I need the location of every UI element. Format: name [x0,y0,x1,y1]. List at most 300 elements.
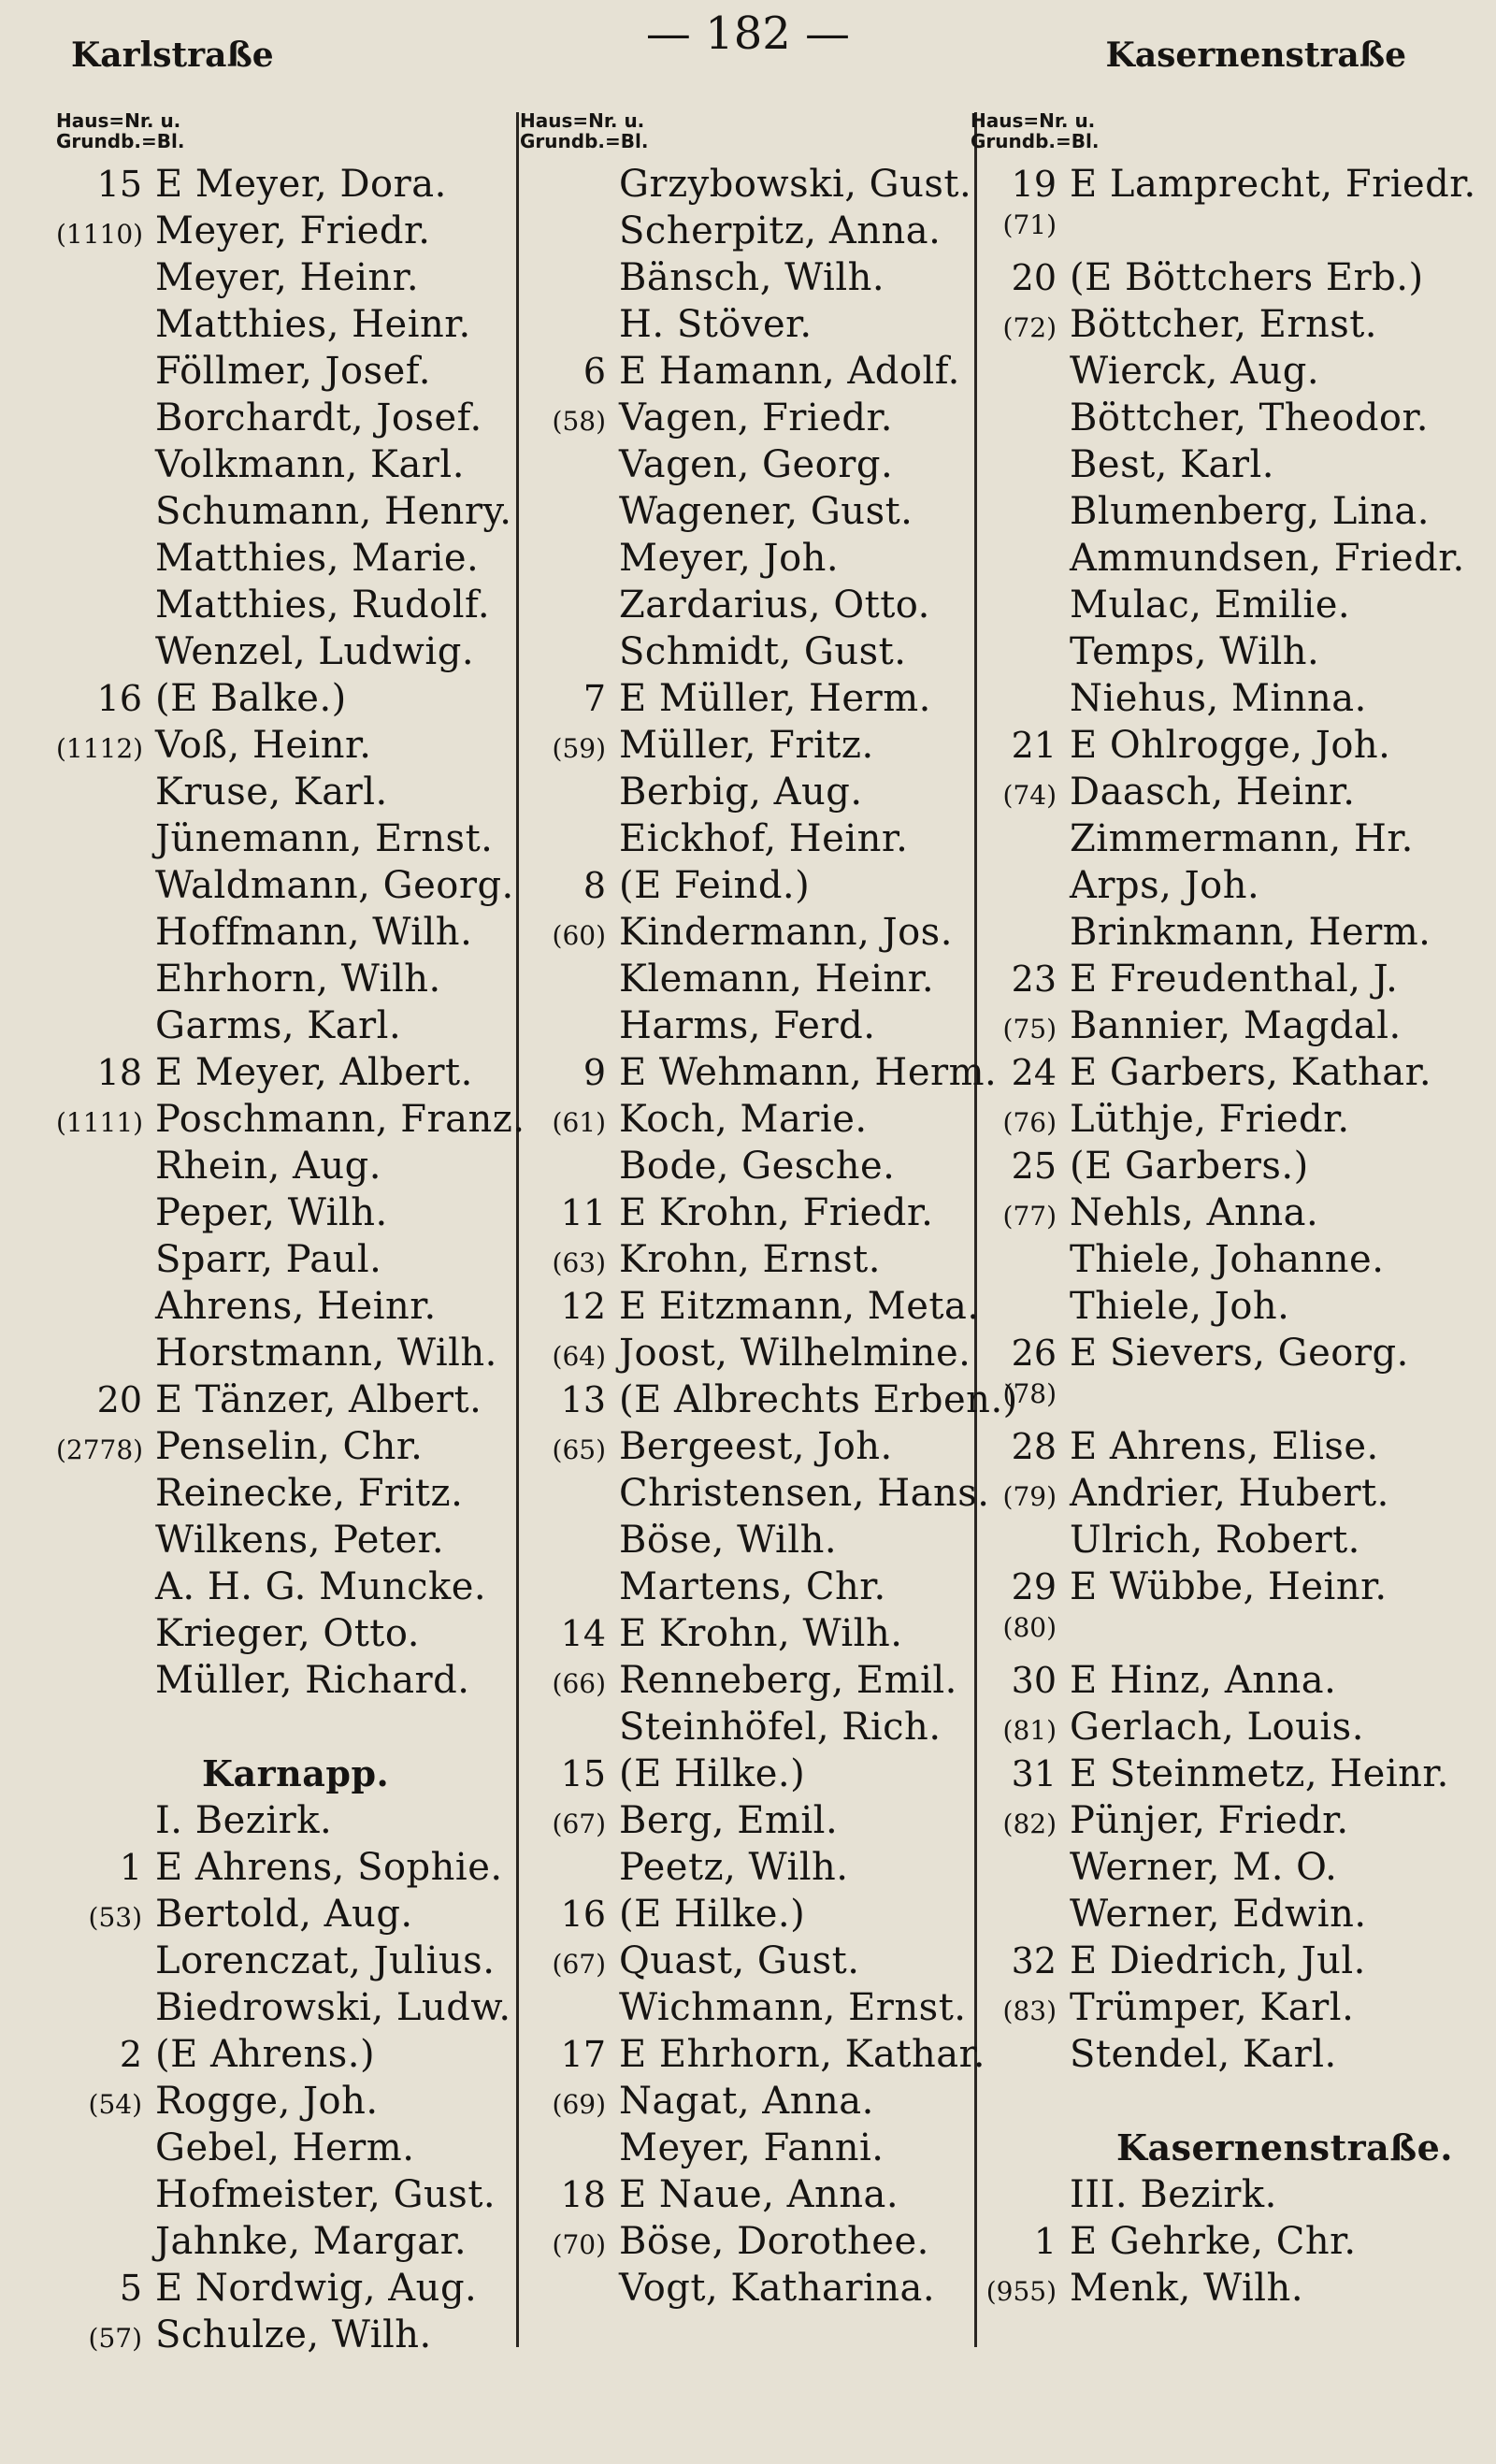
resident-name: E Meyer, Dora. [155,163,447,206]
directory-entry [56,771,525,817]
house-number: (77) [1002,1201,1057,1232]
column-header [56,110,525,163]
directory-entry [56,490,525,537]
resident-name: Krieger, Otto. [155,1612,420,1655]
resident-name: E Nordwig, Aug. [155,2267,478,2310]
house-number: (70) [552,2229,606,2260]
header-right-street: Kasernenstraße [1105,36,1406,75]
resident-name: E Hinz, Anna. [1070,1659,1337,1702]
resident-name: E Naue, Anna. [619,2173,899,2216]
resident-name: Gerlach, Louis. [1070,1706,1364,1749]
house-number: 25 [1011,1146,1057,1187]
house-number: (63) [552,1247,606,1278]
directory-entry [971,864,1476,911]
directory-entry [971,350,1476,396]
resident-name: Zimmermann, Hr. [1070,817,1414,860]
resident-name: Bergeest, Joh. [619,1425,893,1468]
house-number: (67) [552,1808,606,1839]
directory-entry [56,958,525,1004]
directory-entry [520,1238,1018,1285]
resident-name: Bänsch, Wilh. [619,256,885,299]
house-number: (1112) [56,733,144,764]
directory-entry [971,724,1476,771]
resident-name: Scherpitz, Anna. [619,209,942,252]
directory-entry [971,1846,1476,1893]
resident-name: Hofmeister, Gust. [155,2173,496,2216]
resident-name: Berbig, Aug. [619,771,863,814]
house-number: (58) [552,406,606,437]
resident-name: (E Feind.) [619,864,811,907]
section-heading: Kasernenstraße. [1116,2126,1454,2169]
resident-name: Grzybowski, Gust. [619,163,972,206]
directory-entry [971,1472,1476,1519]
directory-entry [520,1659,1018,1706]
directory-entry [520,1378,1018,1425]
directory-entry [520,1565,1018,1612]
house-number: (74) [1002,780,1057,811]
directory-entry [520,490,1018,537]
resident-name: Biedrowski, Ludw. [155,1986,511,2029]
resident-name: E Ahrens, Elise. [1070,1425,1379,1468]
house-number: (955) [985,2276,1057,2307]
resident-name: Volkmann, Karl. [155,443,465,486]
resident-name: Koch, Marie. [619,1098,868,1141]
directory-entry [56,724,525,771]
resident-name: Rogge, Joh. [155,2080,379,2123]
resident-name: Müller, Richard. [155,1659,470,1702]
directory-entry [971,443,1476,490]
column-header-line1: Haus=Nr. u. [971,109,1096,132]
directory-entry [520,1332,1018,1378]
directory-entry [971,303,1476,350]
resident-name: Meyer, Heinr. [155,256,420,299]
directory-entry [520,2173,1018,2220]
resident-name: Wierck, Aug. [1070,350,1320,393]
resident-name: (E Hilke.) [619,1893,806,1936]
directory-entry [56,1425,525,1472]
resident-name: (E Balke.) [155,677,347,720]
resident-name: Lorenczat, Julius. [155,1939,496,1982]
house-number: (69) [552,2089,606,2120]
resident-name: Böttcher, Theodor. [1070,396,1429,439]
house-number: (1110) [56,219,144,250]
directory-entry [56,303,525,350]
directory-entry [971,396,1476,443]
house-number: (61) [552,1107,606,1138]
resident-name: E Garbers, Kathar. [1070,1051,1432,1094]
house-number: (64) [552,1341,606,1372]
resident-name: Böse, Dorothee. [619,2220,929,2263]
resident-name: E Krohn, Friedr. [619,1191,934,1234]
directory-entry [971,1939,1476,1986]
resident-name: Kruse, Karl. [155,771,388,814]
resident-name: Wilkens, Peter. [155,1519,445,1562]
directory-entry [56,1145,525,1191]
house-number: 20 [96,1379,142,1420]
resident-name: Ulrich, Robert. [1070,1519,1360,1562]
directory-entry [971,2220,1476,2267]
directory-entry [520,1285,1018,1332]
house-number: 16 [560,1894,606,1935]
directory-entry [971,537,1476,584]
section-heading-row [971,2126,1476,2173]
directory-entry [520,2267,1018,2313]
house-number: 9 [583,1052,606,1093]
resident-name: Steinhöfel, Rich. [619,1706,942,1749]
directory-entry [56,2313,525,2360]
directory-entry [971,1004,1476,1051]
directory-entry [520,2220,1018,2267]
resident-name: E Steinmetz, Heinr. [1070,1752,1449,1795]
directory-entry [520,2033,1018,2080]
resident-name: A. H. G. Muncke. [155,1565,487,1608]
directory-entry [520,677,1018,724]
resident-name: H. Stöver. [619,303,813,346]
directory-entry [971,256,1476,303]
resident-name: Vagen, Georg. [619,443,894,486]
directory-entry [520,911,1018,958]
resident-name: E Wehmann, Herm. [619,1051,998,1094]
resident-name: Peper, Wilh. [155,1191,388,1234]
house-number: 18 [560,2174,606,2215]
directory-entry [56,1285,525,1332]
directory-entry [971,1098,1476,1145]
resident-name: E Freudenthal, J. [1070,958,1399,1001]
directory-entry [56,1191,525,1238]
resident-name: Martens, Chr. [619,1565,886,1608]
resident-name: Voß, Heinr. [155,724,372,767]
directory-entry [56,350,525,396]
house-number: 19 [1011,164,1057,205]
resident-name: Arps, Joh. [1070,864,1260,907]
resident-name: III. Bezirk. [1070,2173,1277,2216]
resident-name: I. Bezirk. [155,1799,333,1842]
directory-entry [971,1612,1476,1659]
directory-entry [971,1378,1476,1425]
directory-entry [56,1098,525,1145]
resident-name: Bode, Gesche. [619,1145,896,1188]
resident-name: Schumann, Henry. [155,490,512,533]
directory-entry [971,771,1476,817]
resident-name: Blumenberg, Lina. [1070,490,1430,533]
house-number: (67) [552,1949,606,1980]
house-number: (82) [1002,1808,1057,1839]
directory-entry [56,256,525,303]
directory-entry [56,1612,525,1659]
resident-name: Temps, Wilh. [1070,630,1320,673]
house-number: (66) [552,1668,606,1699]
directory-entry [520,303,1018,350]
resident-name: Ammundsen, Friedr. [1070,537,1465,580]
page-number: — 182 — [645,7,851,60]
directory-entry [56,1519,525,1565]
resident-name: (E Ahrens.) [155,2033,376,2076]
section-heading: Karnapp. [202,1752,390,1794]
directory-entry [971,1051,1476,1098]
house-number: (78) [1002,1378,1057,1409]
directory-entry [971,209,1476,256]
resident-name: Vagen, Friedr. [619,396,893,439]
directory-entry [56,864,525,911]
resident-name: E Lamprecht, Friedr. [1070,163,1476,206]
directory-entry [520,1425,1018,1472]
resident-name: Ehrhorn, Wilh. [155,958,441,1001]
column-header [971,110,1476,163]
resident-name: Mulac, Emilie. [1070,584,1351,627]
directory-entry [56,584,525,630]
directory-entry [56,209,525,256]
resident-name: Andrier, Hubert. [1070,1472,1389,1515]
house-number: 16 [96,678,142,719]
house-number: (53) [88,1902,142,1933]
directory-entry [520,1051,1018,1098]
directory-entry [520,163,1018,209]
resident-name: Meyer, Joh. [619,537,840,580]
directory-entry [56,1706,525,1752]
directory-entry [56,163,525,209]
house-number: 7 [583,678,606,719]
house-number: (71) [1002,209,1057,240]
resident-name: Föllmer, Josef. [155,350,431,393]
house-number: (72) [1002,312,1057,343]
directory-entry [971,1285,1476,1332]
resident-name: Matthies, Marie. [155,537,480,580]
directory-entry [520,1706,1018,1752]
directory-entry [971,163,1476,209]
resident-name: Thiele, Joh. [1070,1285,1290,1328]
directory-entry [971,911,1476,958]
resident-name: Thiele, Johanne. [1070,1238,1385,1281]
resident-name: Jahnke, Margar. [155,2220,468,2263]
resident-name: Zardarius, Otto. [619,584,930,627]
directory-entry [520,209,1018,256]
resident-name: (E Albrechts Erben.) [619,1378,1018,1421]
resident-name: Sparr, Paul. [155,1238,382,1281]
directory-entry [520,350,1018,396]
resident-name: E Diedrich, Jul. [1070,1939,1366,1982]
directory-entry [971,1191,1476,1238]
house-number: 23 [1011,958,1057,1000]
directory-entry [971,677,1476,724]
resident-name: Renneberg, Emil. [619,1659,957,1702]
directory-entry [520,817,1018,864]
directory-entry [520,2080,1018,2126]
directory-entry [520,864,1018,911]
directory-entry [56,1004,525,1051]
resident-name: E Wübbe, Heinr. [1070,1565,1388,1608]
resident-name: Pünjer, Friedr. [1070,1799,1349,1842]
resident-name: Stendel, Karl. [1070,2033,1337,2076]
resident-name: E Gehrke, Chr. [1070,2220,1357,2263]
directory-entry [520,1986,1018,2033]
resident-name: Klemann, Heinr. [619,958,935,1001]
house-number: (80) [1002,1612,1057,1643]
resident-name: Kindermann, Jos. [619,911,953,954]
resident-name: (E Hilke.) [619,1752,806,1795]
directory-entry [56,537,525,584]
column-1 [56,110,525,2360]
house-number: 17 [560,2034,606,2075]
resident-name: Matthies, Rudolf. [155,584,491,627]
resident-name: Hoffmann, Wilh. [155,911,473,954]
directory-entry [520,1145,1018,1191]
house-number: 2 [119,2034,142,2075]
resident-name: Wenzel, Ludwig. [155,630,475,673]
directory-entry [520,1752,1018,1799]
column-header-line1: Haus=Nr. u. [56,109,181,132]
resident-name: Peetz, Wilh. [619,1846,849,1889]
house-number: 1 [1033,2221,1057,2262]
house-number: 13 [560,1379,606,1420]
directory-entry [56,1846,525,1893]
directory-entry [56,443,525,490]
resident-name: Daasch, Heinr. [1070,771,1356,814]
house-number: (76) [1002,1107,1057,1138]
house-number: (60) [552,920,606,951]
directory-entry [520,958,1018,1004]
resident-name: Harms, Ferd. [619,1004,876,1047]
directory-entry [520,443,1018,490]
resident-name: E Müller, Herm. [619,677,931,720]
directory-entry [56,396,525,443]
house-number: (81) [1002,1715,1057,1746]
resident-name: Lüthje, Friedr. [1070,1098,1350,1141]
house-number: 31 [1011,1753,1057,1794]
resident-name: Schulze, Wilh. [155,2313,432,2356]
resident-name: E Ohlrogge, Joh. [1070,724,1391,767]
resident-name: Meyer, Fanni. [619,2126,885,2169]
directory-entry [520,584,1018,630]
resident-name: (E Garbers.) [1070,1145,1309,1188]
column-header-line2: Grundb.=Bl. [971,130,1100,152]
directory-entry [520,396,1018,443]
directory-entry [56,2033,525,2080]
resident-name: E Ehrhorn, Kathar. [619,2033,986,2076]
directory-entry [520,1472,1018,1519]
resident-name: Bertold, Aug. [155,1893,413,1936]
directory-entry [971,490,1476,537]
resident-name: Werner, M. O. [1070,1846,1338,1889]
directory-entry [520,1893,1018,1939]
directory-entry [971,630,1476,677]
directory-entry [971,1706,1476,1752]
resident-name: Garms, Karl. [155,1004,402,1047]
column-header-line2: Grundb.=Bl. [56,130,185,152]
resident-name: Joost, Wilhelmine. [619,1332,971,1375]
directory-entry [971,2080,1476,2126]
directory-entry [520,2126,1018,2173]
resident-name: Christensen, Hans. [619,1472,990,1515]
directory-entry [971,1752,1476,1799]
house-number: 21 [1011,725,1057,766]
directory-entry [520,1098,1018,1145]
directory-entry [520,630,1018,677]
column-header [520,110,1018,163]
resident-name: Matthies, Heinr. [155,303,471,346]
resident-name: Horstmann, Wilh. [155,1332,497,1375]
directory-entry [520,724,1018,771]
directory-entry [971,1986,1476,2033]
resident-name: Nagat, Anna. [619,2080,874,2123]
house-number: (57) [88,2323,142,2354]
resident-name: Borchardt, Josef. [155,396,482,439]
resident-name: Eickhof, Heinr. [619,817,909,860]
resident-name: Böttcher, Ernst. [1070,303,1378,346]
house-number: 29 [1011,1566,1057,1607]
directory-entry [971,1893,1476,1939]
resident-name: Penselin, Chr. [155,1425,424,1468]
house-number: (75) [1002,1014,1057,1045]
column-header-line1: Haus=Nr. u. [520,109,645,132]
house-number: 5 [119,2268,142,2309]
directory-entry [520,1799,1018,1846]
resident-name: E Hamann, Adolf. [619,350,960,393]
resident-name: Werner, Edwin. [1070,1893,1367,1936]
house-number: (59) [552,733,606,764]
directory-entry [56,2126,525,2173]
resident-name: Berg, Emil. [619,1799,839,1842]
column-3 [971,110,1476,2313]
directory-entry [56,1799,525,1846]
section-heading-row [56,1752,525,1799]
house-number: (1111) [56,1107,144,1138]
house-number: 32 [1011,1940,1057,1981]
directory-entry [971,1425,1476,1472]
resident-name: Gebel, Herm. [155,2126,415,2169]
directory-entry [56,1378,525,1425]
directory-entry [971,2173,1476,2220]
directory-entry [520,771,1018,817]
directory-entry [971,1799,1476,1846]
house-number: 11 [560,1192,606,1233]
resident-name: Best, Karl. [1070,443,1274,486]
resident-name: Böse, Wilh. [619,1519,838,1562]
directory-entry [56,1939,525,1986]
house-number: (83) [1002,1996,1057,2026]
resident-name: Niehus, Minna. [1070,677,1367,720]
house-number: (65) [552,1434,606,1465]
resident-name: Schmidt, Gust. [619,630,907,673]
directory-entry [971,1238,1476,1285]
resident-name: Wichmann, Ernst. [619,1986,967,2029]
directory-entry [971,2267,1476,2313]
house-number: 15 [560,1753,606,1794]
resident-name: Müller, Fritz. [619,724,874,767]
house-number: 14 [560,1613,606,1654]
directory-entry [971,1519,1476,1565]
house-number: 18 [96,1052,142,1093]
house-number: 20 [1011,257,1057,298]
resident-name: Wagener, Gust. [619,490,913,533]
directory-entry [56,1238,525,1285]
directory-entry [56,1051,525,1098]
house-number: 28 [1011,1426,1057,1467]
house-number: 15 [96,164,142,205]
house-number: (2778) [56,1434,144,1465]
directory-entry [56,1986,525,2033]
resident-name: Brinkmann, Herm. [1070,911,1431,954]
column-2 [520,110,1018,2313]
resident-name: (E Böttchers Erb.) [1070,256,1424,299]
resident-name: Bannier, Magdal. [1070,1004,1402,1047]
directory-entry [56,817,525,864]
directory-entry [56,1659,525,1706]
house-number: 30 [1011,1660,1057,1701]
directory-entry [520,537,1018,584]
resident-name: Trümper, Karl. [1070,1986,1355,2029]
directory-entry [971,958,1476,1004]
directory-entry [520,1191,1018,1238]
